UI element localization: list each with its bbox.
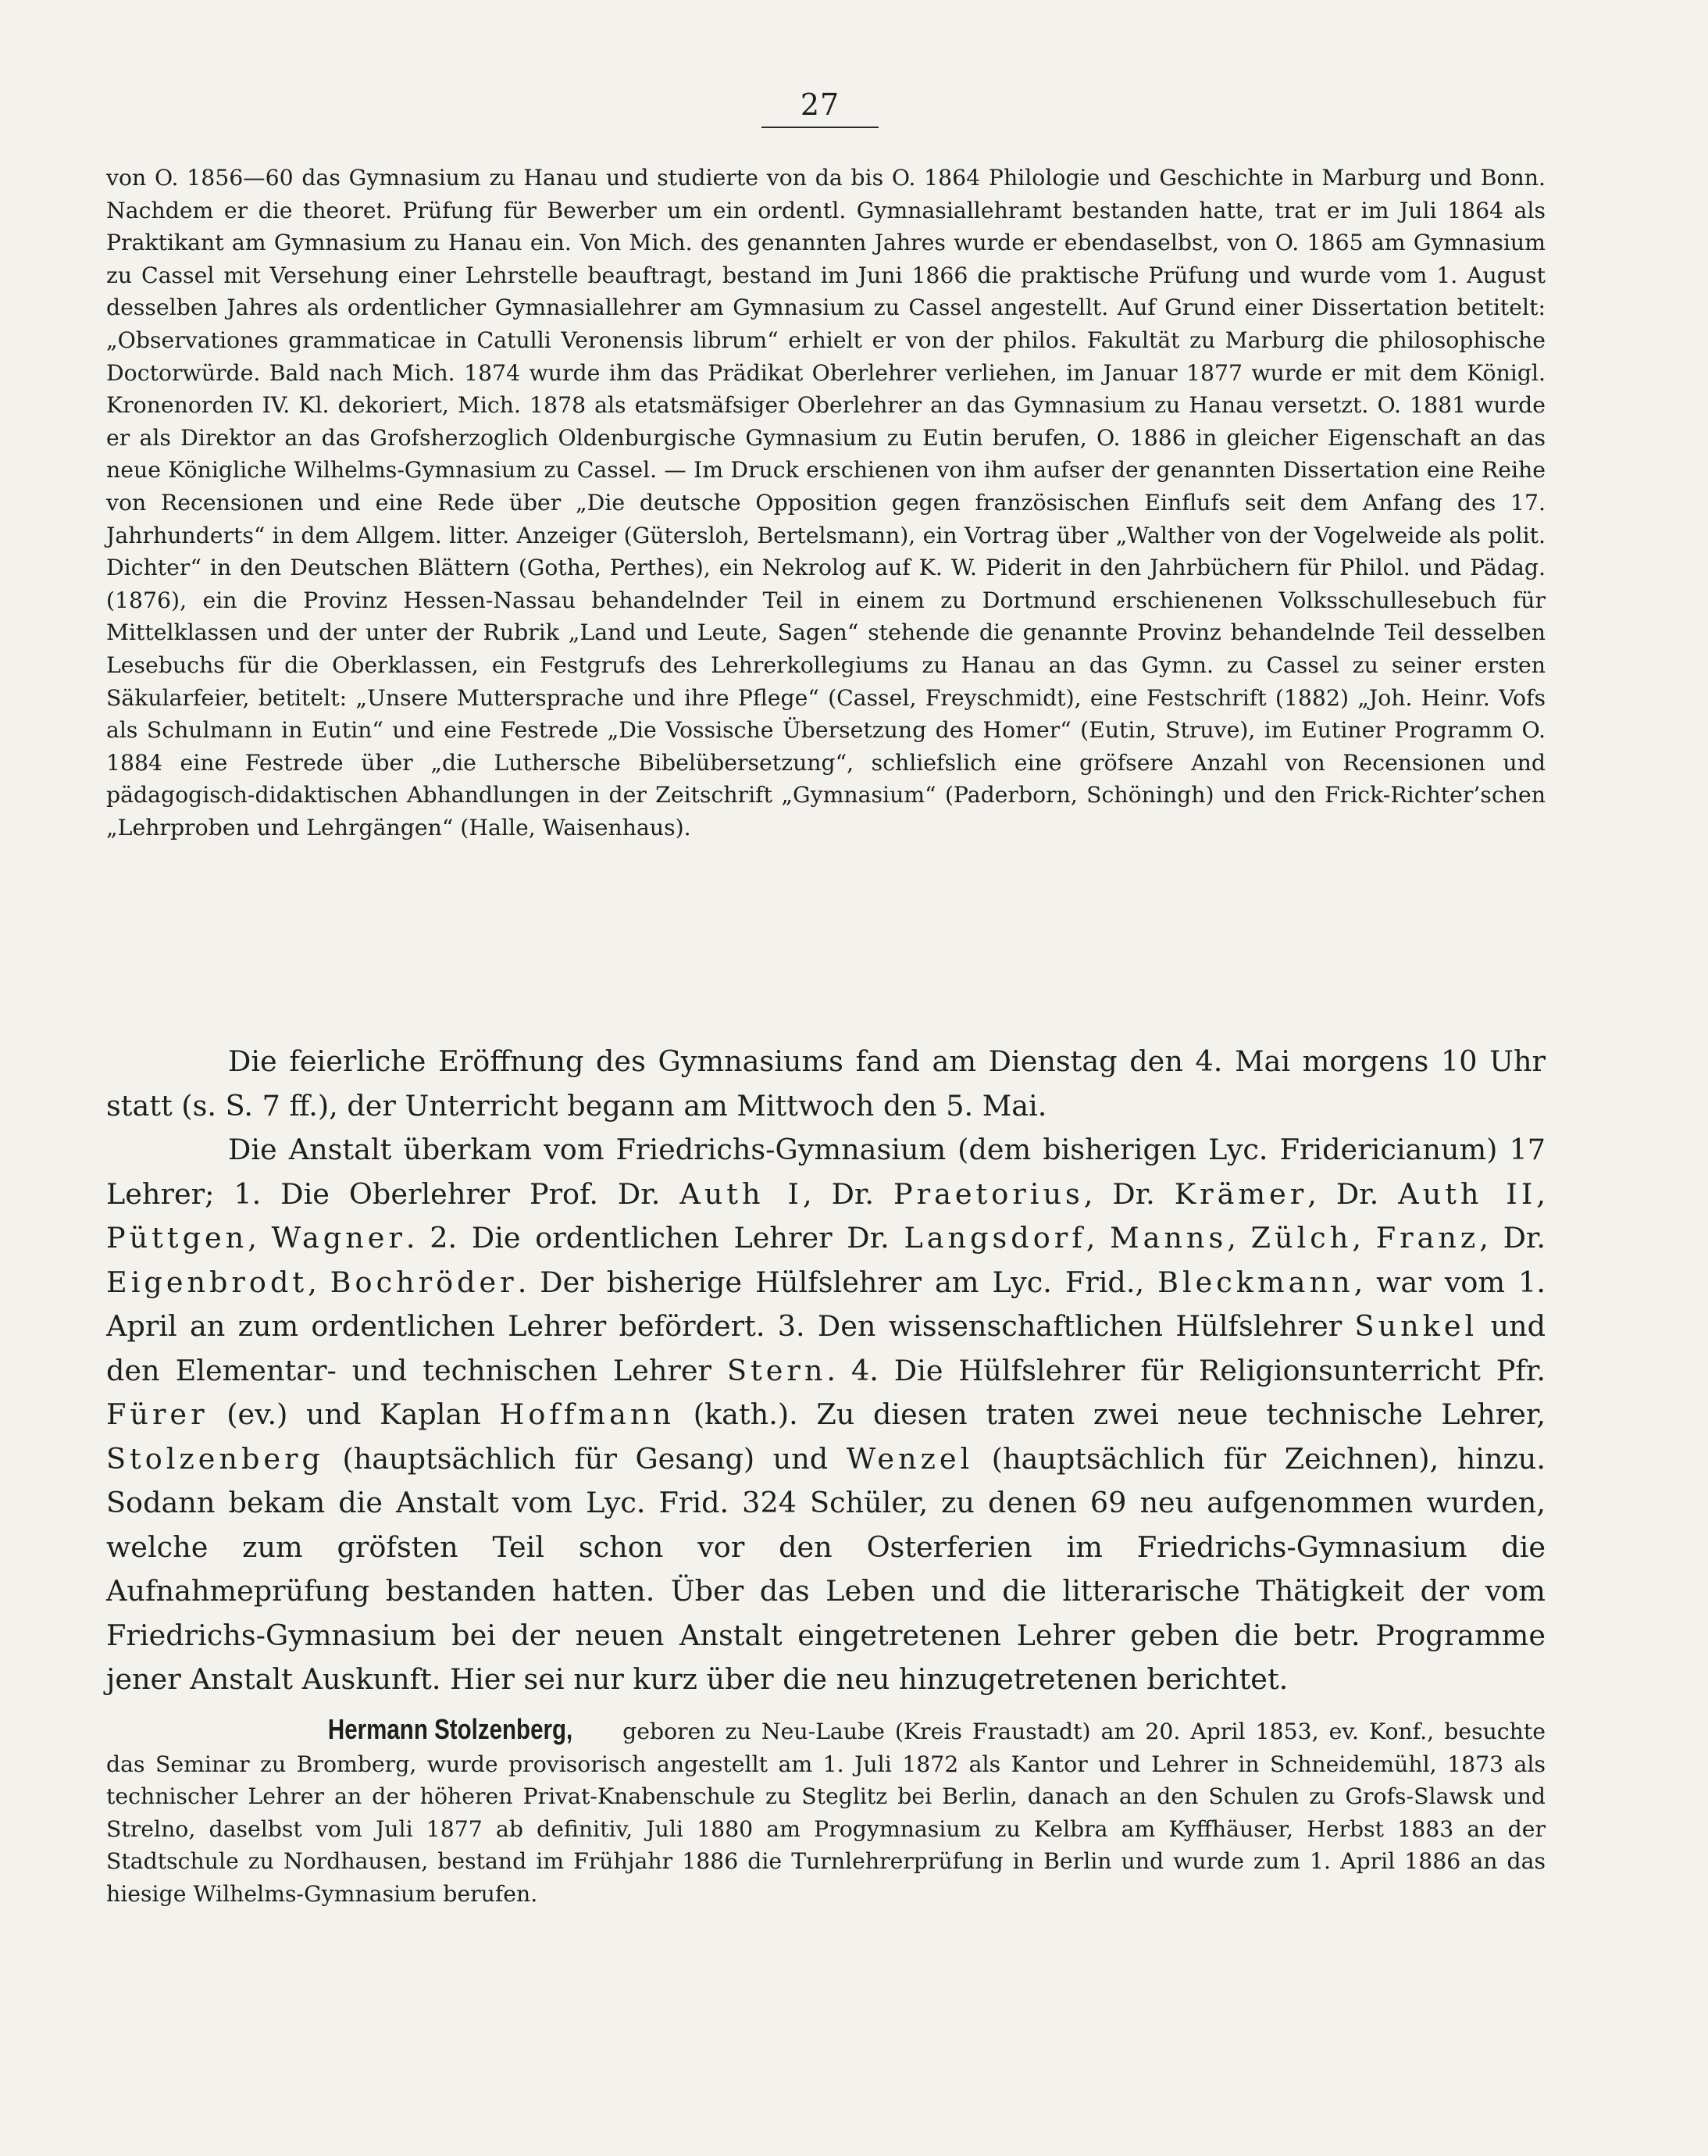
teacher-name: Langsdorf [904,1221,1086,1255]
teacher-name: Hoffmann [499,1397,676,1431]
teacher-name: Bochröder [330,1265,518,1299]
teacher-name: Krämer [1174,1176,1308,1211]
teacher-name: Praetorius [893,1176,1084,1211]
teacher-name: Auth II [1398,1176,1537,1211]
teacher-name: Püttgen [106,1221,248,1255]
teacher-name: Bleckmann [1157,1265,1354,1299]
stolzenberg-biography-paragraph: Hermann Stolzenberg, geboren zu Neu-Laube (Kreis Fraustadt) am 20. April 1853, ev. Konf., besuchte das Seminar zu Bromberg, wurde provisorisch angestellt am 1. Juli 1872 als Kantor und Lehrer in Schneidemühl, 1873 als technischer Lehrer an der höheren Privat-Knabenschule zu Steglitz bei Berlin, danach an den Schulen zu Grofs-Slawsk und Strelno, daselbst vom Juli 1877 ab definitiv, Juli 1880 am Progymnasium zu Kelbra am Kyffhäuser, Herbst 1883 an der Stadtschule zu Nordhausen, bestand im Frühjahr 1886 die Turnlehrerprüfung in Berlin und wurde zum 1. April 1886 an das hiesige Wilhelms-Gymnasium berufen. [106,1713,1546,1907]
staff-paragraph: Die Anstalt überkam vom Friedrichs-Gymnasium (dem bisherigen Lyc. Fridericianum) 17 Lehrer; 1. Die Oberlehrer Prof. Dr. Auth I, Dr. Praetorius, Dr. Krämer, Dr. Auth II, Püttgen, Wagner. 2. Die ordentlichen Lehrer Dr. Langsdorf, Manns, Zülch, Franz, Dr. Eigenbrodt, Bochröder. Der bisherige Hülfslehrer am Lyc. Frid., Bleckmann, war vom 1. April an zum ordentlichen Lehrer befördert. 3. Den wissenschaftlichen Hülfslehrer Sunkel und den Elementar- und technischen Lehrer Stern. 4. Die Hülfslehrer für Religionsunterricht Pfr. Fürer (ev.) und Kaplan Hoffmann (kath.). Zu diesen traten zwei neue technische Lehrer, Stolzenberg (hauptsächlich für Gesang) und Wenzel (hauptsächlich für Zeichnen), hinzu. Sodann bekam die Anstalt vom Lyc. Frid. 324 Schüler, zu denen 69 neu aufgenommen wurden, welche zum gröfsten Teil schon vor den Osterferien im Friedrichs-Gymnasium die Aufnahmeprüfung bestanden hatten. Über das Leben und die litterarische Thätigkeit der vom Friedrichs-Gymnasium bei der neuen Anstalt eingetretenen Lehrer geben die betr. Programme jener Anstalt Auskunft. Hier sei nur kurz über die neu hinzugetretenen berichtet. [106,1133,1546,1696]
teacher-name: Wagner [271,1221,406,1255]
biography-continued-paragraph: von O. 1856—60 das Gymnasium zu Hanau und studierte von da bis O. 1864 Philologie und Geschichte in Marburg und Bonn. Nachdem er die theoret. Prüfung für Bewerber um ein ordentl. Gymnasiallehramt bestanden hatte, trat er im Juli 1864 als Praktikant am Gymnasium zu Hanau ein. Von Mich. des genannten Jahres wurde er ebendaselbst, von O. 1865 am Gymnasium zu Cassel mit Versehung einer Lehrstelle beauftragt, bestand im Juni 1866 die praktische Prüfung und wurde vom 1. August desselben Jahres als ordentlicher Gymnasiallehrer am Gymnasium zu Cassel angestellt. Auf Grund einer Dissertation betitelt: „Observationes grammaticae in Catulli Veronensis librum“ erhielt er von der philos. Fakultät zu Marburg die philosophische Doctorwürde. Bald nach Mich. 1874 wurde ihm das Prädikat Oberlehrer verliehen, im Januar 1877 wurde er mit dem Königl. Kronenorden IV. Kl. dekoriert, Mich. 1878 als etatsmäfsiger Oberlehrer an das Gymnasium zu Hanau versetzt. O. 1881 wurde er als Direktor an das Grofsherzoglich Oldenburgische Gymnasium zu Eutin berufen, O. 1886 in gleicher Eigenschaft an das neue Königliche Wilhelms-Gymnasium zu Cassel. — Im Druck erschienen von ihm aufser der genannten Dissertation eine Reihe von Recensionen und eine Rede über „Die deutsche Opposition gegen französischen Einflufs seit dem Anfang des 17. Jahrhunderts“ in dem Allgem. litter. Anzeiger (Gütersloh, Bertelsmann), ein Vortrag über „Walther von der Vogelweide als polit. Dichter“ in den Deutschen Blättern (Gotha, Perthes), ein Nekrolog auf K. W. Piderit in den Jahrbüchern für Philol. und Pädag. (1876), ein die Provinz Hessen-Nassau behandelnder Teil in einem zu Dortmund erschienenen Volksschullesebuch für Mittelklassen und der unter der Rubrik „Land und Leute, Sagen“ stehende die genannte Provinz behandelnde Teil desselben Lesebuchs für die Oberklassen, ein Festgrufs des Lehrerkollegiums zu Hanau an das Gymn. zu Cassel zu seiner ersten Säkularfeier, betitelt: „Unsere Muttersprache und ihre Pflege“ (Cassel, Freyschmidt), eine Festschrift (1882) „Joh. Heinr. Vofs als Schulmann in Eutin“ und eine Festrede „Die Vossische Übersetzung des Homer“ (Eutin, Struve), im Eutiner Programm O. 1884 eine Festrede über „die Luthersche Bibelübersetzung“, schliefslich eine gröfsere Anzahl von Recensionen und pädagogisch-didaktischen Abhandlungen in der Zeitschrift „Gymnasium“ (Paderborn, Schöningh) und den Frick-Richter’schen „Lehrproben und Lehrgängen“ (Halle, Waisenhaus). [106,165,1546,841]
page-number: 27 [761,87,879,128]
teacher-name: Manns [1110,1221,1228,1255]
teacher-name: Auth I [679,1176,803,1211]
opening-paragraph: Die feierliche Eröffnung des Gymnasiums fand am Dienstag den 4. Mai morgens 10 Uhr statt (s. S. 7 ff.), der Unterricht begann am Mittwoch den 5. Mai. [106,1044,1546,1123]
teacher-name: Sunkel [1354,1309,1478,1343]
teacher-name: Stolzenberg [106,1441,324,1476]
teacher-name: Eigenbrodt [106,1265,308,1299]
teacher-name: Zülch [1250,1221,1353,1255]
teacher-name: Wenzel [846,1441,974,1476]
biography-heading-name: Hermann Stolzenberg, [327,1713,573,1745]
teacher-name: Fürer [106,1397,209,1431]
teacher-name: Stern [726,1353,827,1387]
teacher-name: Franz [1375,1221,1480,1255]
